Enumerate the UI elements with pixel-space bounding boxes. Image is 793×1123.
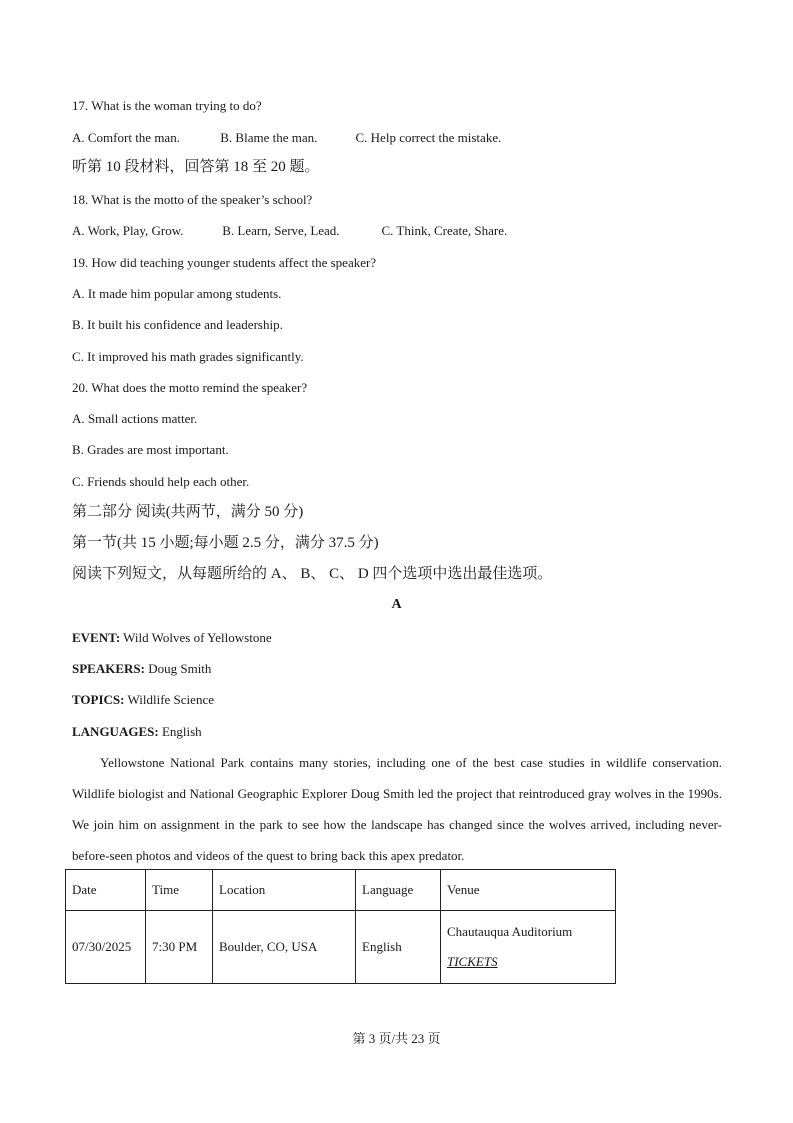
event-line bbox=[72, 630, 272, 646]
topics-line bbox=[72, 692, 214, 708]
event-table bbox=[65, 869, 616, 984]
topics-value: Wildlife Science bbox=[124, 692, 214, 707]
question-17-stem: 17. What is the woman trying to do? bbox=[72, 98, 262, 113]
question-19-stem: 19. How did teaching younger students affect the speaker? bbox=[72, 255, 377, 270]
question-20-stem: 20. What does the motto remind the speaker? bbox=[72, 380, 308, 395]
cell-venue bbox=[441, 911, 616, 984]
question-19-option-c: C. It improved his math grades significantly. bbox=[72, 349, 304, 364]
venue-name: Chautauqua Auditorium bbox=[447, 924, 573, 939]
page-footer: 第 3 页/共 23 页 bbox=[352, 1031, 441, 1046]
question-18-options bbox=[72, 223, 507, 239]
header-venue: Venue bbox=[441, 870, 616, 911]
question-19-option-b: B. It built his confidence and leadership. bbox=[72, 317, 283, 332]
question-20-option-a: A. Small actions matter. bbox=[72, 411, 198, 426]
event-label: EVENT: bbox=[72, 630, 121, 645]
topics-label: TOPICS: bbox=[72, 692, 125, 707]
question-18-stem: 18. What is the motto of the speaker’s school? bbox=[72, 192, 313, 207]
option-a: A. Comfort the man. bbox=[72, 130, 180, 145]
speakers-label: SPEAKERS: bbox=[72, 661, 145, 676]
section-1-title: 第一节(共 15 小题;每小题 2.5 分，满分 37.5 分) bbox=[72, 535, 379, 551]
question-20-option-b: B. Grades are most important. bbox=[72, 442, 229, 457]
option-b: B. Blame the man. bbox=[220, 130, 318, 145]
section-10-instruction: 听第 10 段材料，回答第 18 至 20 题。 bbox=[72, 159, 320, 175]
reading-instruction: 阅读下列短文，从每题所给的 A、 B、 C、 D 四个选项中选出最佳选项。 bbox=[72, 566, 553, 582]
question-17-options bbox=[72, 130, 501, 146]
question-19-option-a: A. It made him popular among students. bbox=[72, 286, 282, 301]
header-language: Language bbox=[356, 870, 441, 911]
languages-line bbox=[72, 724, 202, 740]
table-row bbox=[66, 911, 616, 984]
question-20-option-c: C. Friends should help each other. bbox=[72, 474, 250, 489]
table-header-row bbox=[66, 870, 616, 911]
cell-language: English bbox=[356, 911, 441, 984]
event-value: Wild Wolves of Yellowstone bbox=[120, 630, 272, 645]
option-c: C. Help correct the mistake. bbox=[355, 130, 502, 145]
header-location: Location bbox=[213, 870, 356, 911]
speakers-value: Doug Smith bbox=[144, 661, 212, 676]
cell-time: 7:30 PM bbox=[146, 911, 213, 984]
languages-label: LANGUAGES: bbox=[72, 724, 159, 739]
cell-date: 07/30/2025 bbox=[66, 911, 146, 984]
speakers-line bbox=[72, 661, 211, 677]
cell-location: Boulder, CO, USA bbox=[213, 911, 356, 984]
tickets-link[interactable]: TICKETS bbox=[447, 954, 498, 969]
languages-value: English bbox=[158, 724, 202, 739]
option-c: C. Think, Create, Share. bbox=[381, 223, 508, 238]
header-time: Time bbox=[146, 870, 213, 911]
passage-body: Yellowstone National Park contains many stories, including one of the best case studies in wildlife conservation. Wildlife biologist and National Geographic Explorer Doug Smith led the project that reintroduced gray wolves in the 1990s. We join him on assignment in the park to see how the landscape has changed since the wolves arrived, including never-before-seen photos and videos of the quest to bring back this apex predator. bbox=[72, 755, 722, 863]
option-a: A. Work, Play, Grow. bbox=[72, 223, 184, 238]
passage-letter: A bbox=[391, 597, 402, 612]
header-date: Date bbox=[66, 870, 146, 911]
option-b: B. Learn, Serve, Lead. bbox=[222, 223, 340, 238]
part-2-title: 第二部分 阅读(共两节，满分 50 分) bbox=[72, 504, 304, 520]
